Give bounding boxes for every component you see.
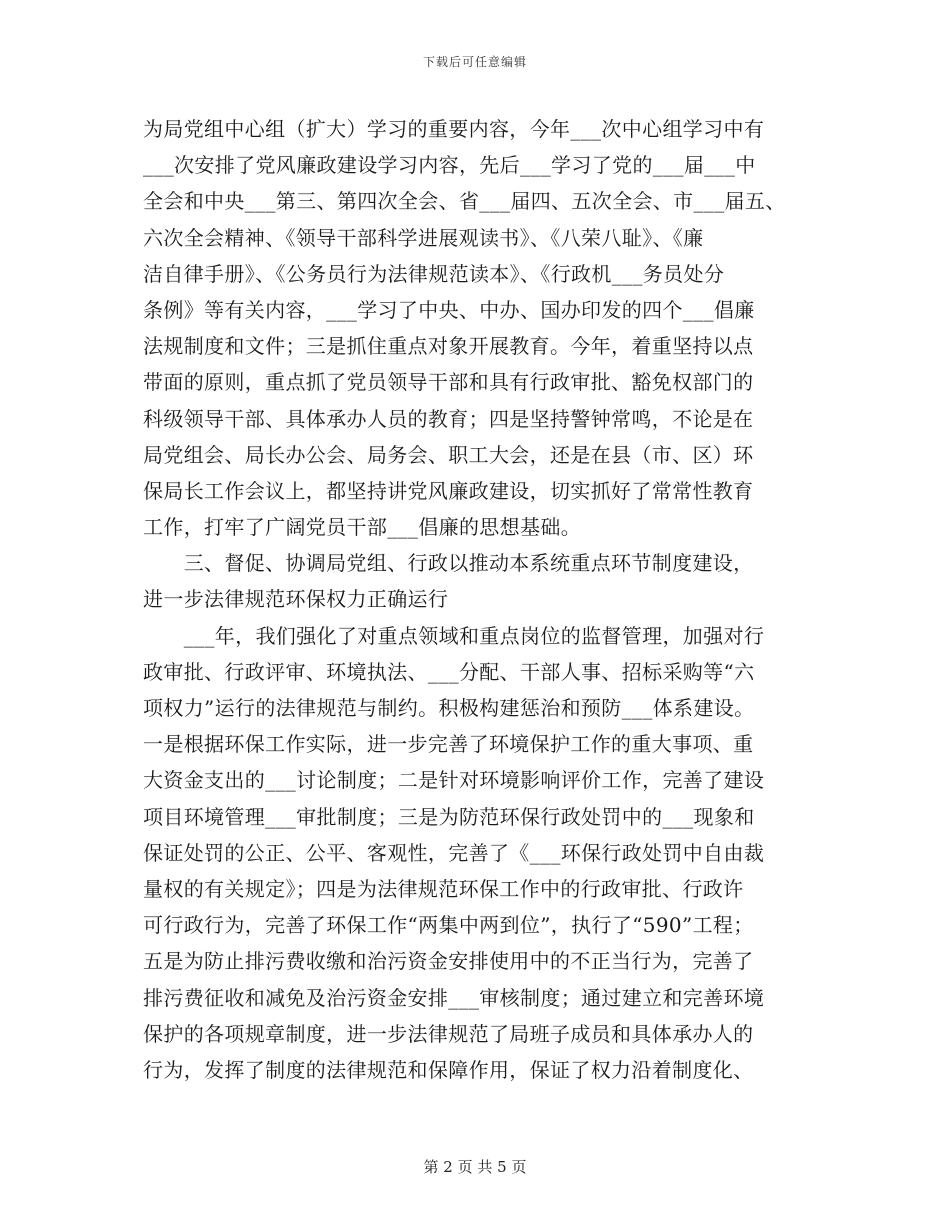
text-line: 洁自律手册》、《公务员行为法律规范读本》、《行政机___务员处分 xyxy=(143,261,725,286)
text-line: 可行政行为，完善了环保工作“两集中两到位”，执行了“590”工程； xyxy=(143,913,754,938)
text-line: 法规制度和文件；三是抓住重点对象开展教育。今年，着重坚持以点 xyxy=(143,334,754,359)
document-body xyxy=(143,111,823,1088)
text-line: 保护的各项规章制度，进一步法律规范了局班子成员和具体承办人的 xyxy=(143,1021,754,1046)
page-header-note: 下载后可任意编辑 xyxy=(422,55,527,69)
text-line: 六次全会精神、《领导干部科学进展观读书》、《八荣八耻》、《廉 xyxy=(143,225,704,250)
text-line: 项目环境管理___审批制度；三是为防范环保行政处罚中的___现象和 xyxy=(143,804,755,829)
text-line: 为局党组中心组（扩大）学习的重要内容，今年___次中心组学习中有 xyxy=(143,117,765,141)
text-line: 保局长工作会议上，都坚持讲党风廉政建设，切实抓好了常常性教育 xyxy=(143,478,754,503)
text-line: 量权的有关规定》；四是为法律规范环保工作中的行政审批、行政许 xyxy=(143,876,744,901)
text-line: 工作，打牢了广阔党员干部___倡廉的思想基础。 xyxy=(143,515,582,540)
text-line: 行为，发挥了制度的法律规范和保障作用，保证了权力沿着制度化、 xyxy=(143,1057,754,1082)
text-line: 项权力”运行的法律规范与制约。积极构建惩治和预防___体系建设。 xyxy=(143,696,755,720)
text-line: 局党组会、局长办公会、局务会、职工大会，还是在县（市、区）环 xyxy=(143,442,754,467)
text-line: 全会和中央___第三、第四次全会、省___届四、五次全会、市___届五、 xyxy=(143,189,786,214)
text-line: 五是为防止排污费收缴和治污资金安排使用中的不正当行为，完善了 xyxy=(143,949,754,974)
text-line: 排污费征收和减免及治污资金安排___审核制度；通过建立和完善环境 xyxy=(143,985,765,1010)
text-line: 政审批、行政评审、环境执法、___分配、干部人事、招标采购等“六 xyxy=(143,659,755,684)
text-line: 条例》等有关内容，___学习了中央、中办、国办印发的四个___倡廉 xyxy=(143,297,755,322)
text-line: ___次安排了党风廉政建设学习内容，先后___学习了党的___届___中 xyxy=(143,153,756,178)
text-line: 科级领导干部、具体承办人员的教育；四是坚持警钟常鸣，不论是在 xyxy=(143,406,754,431)
text-line: 带面的原则，重点抓了党员领导干部和具有行政审批、豁免权部门的 xyxy=(143,370,754,395)
text-line: 一是根据环保工作实际，进一步完善了环境保护工作的重大事项、重 xyxy=(143,732,754,757)
section-heading-line: 三、督促、协调局党组、行政以推动本系统重点环节制度建设， xyxy=(143,551,754,576)
text-line: 保证处罚的公正、公平、客观性，完善了《___环保行政处罚中自由裁 xyxy=(143,840,765,865)
text-line: ___年，我们强化了对重点领域和重点岗位的监督管理，加强对行 xyxy=(143,623,765,648)
section-heading-line: 进一步法律规范环保权力正确运行 xyxy=(143,587,449,612)
page-number-footer: 第 2 页 共 5 页 xyxy=(423,1158,527,1176)
text-line: 大资金支出的___讨论制度；二是针对环境影响评价工作，完善了建设 xyxy=(143,768,765,793)
